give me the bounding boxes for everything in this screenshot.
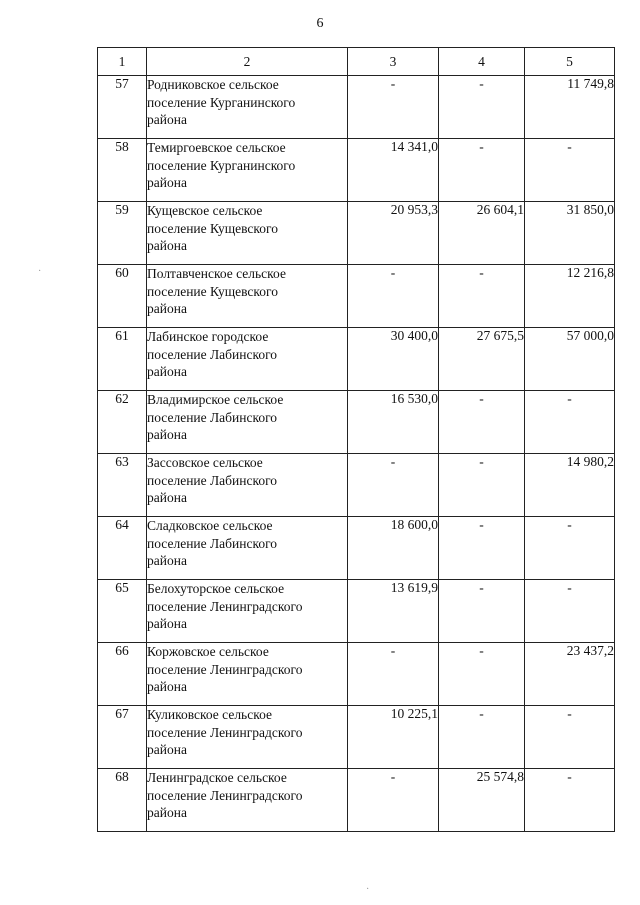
settlement-name [147,76,348,139]
value-col-5: 31 850,0 [525,202,615,265]
table-row [98,706,615,769]
value-col-3: 30 400,0 [348,328,439,391]
row-number: 63 [98,454,147,517]
settlement-name-line: Белохуторское сельское [147,581,285,596]
value-col-3: - [348,454,439,517]
table-row [98,580,615,643]
row-number: 65 [98,580,147,643]
settlement-name-line: района [147,553,187,568]
value-col-5: 12 216,8 [525,265,615,328]
settlement-name-line: поселение Ленинградского [147,598,303,614]
value-col-5: - [525,391,615,454]
value-col-4: - [439,139,525,202]
table-row [98,454,615,517]
settlement-name [147,139,348,202]
value-col-5: 57 000,0 [525,328,615,391]
row-number: 68 [98,769,147,832]
table-row [98,391,615,454]
settlement-name [147,328,348,391]
settlement-name-line: поселение Лабинского [147,535,278,551]
settlement-name-line: района [147,742,187,757]
value-col-4: - [439,643,525,706]
value-col-4: - [439,76,525,139]
row-number: 60 [98,265,147,328]
row-number: 66 [98,643,147,706]
settlement-name-line: района [147,112,187,127]
settlement-name-line: поселение Ленинградского [147,661,303,677]
settlement-name-line: района [147,301,187,316]
value-col-3: 10 225,1 [348,706,439,769]
settlement-name [147,643,348,706]
table-row [98,202,615,265]
settlement-name-line: поселение Лабинского [147,346,278,362]
settlement-name-line: района [147,175,187,190]
page-number: 6 [316,16,324,31]
budget-table [97,47,615,832]
settlement-name [147,769,348,832]
settlement-name-line: поселение Лабинского [147,472,278,488]
table-row [98,76,615,139]
header-col-3: 3 [348,48,439,76]
settlement-name-line: Коржовское сельское [147,644,269,659]
header-col-1: 1 [98,48,147,76]
value-col-3: 18 600,0 [348,517,439,580]
settlement-name [147,517,348,580]
value-col-5: - [525,769,615,832]
table-row [98,139,615,202]
scan-mark: · [38,266,42,277]
header-col-5: 5 [525,48,615,76]
value-col-4: 25 574,8 [439,769,525,832]
settlement-name-line: Родниковское сельское [147,77,279,92]
settlement-name-line: поселение Курганинского [147,157,296,173]
settlement-name-line: района [147,679,187,694]
settlement-name-line: района [147,490,187,505]
row-number: 58 [98,139,147,202]
value-col-3: - [348,76,439,139]
settlement-name-line: Сладковское сельское [147,518,273,533]
value-col-4: 26 604,1 [439,202,525,265]
settlement-name-line: поселение Курганинского [147,94,296,110]
value-col-3: - [348,643,439,706]
table-row [98,328,615,391]
value-col-4: - [439,454,525,517]
value-col-5: - [525,580,615,643]
settlement-name-line: района [147,805,187,820]
settlement-name-line: Куликовское сельское [147,707,272,722]
settlement-name-line: поселение Лабинского [147,409,278,425]
settlement-name [147,391,348,454]
header-col-2: 2 [147,48,348,76]
settlement-name-line: Ленинградское сельское [147,770,287,785]
settlement-name-line: поселение Кущевского [147,283,278,299]
table-row [98,265,615,328]
table-row [98,769,615,832]
settlement-name-line: района [147,616,187,631]
settlement-name-line: Владимирское сельское [147,392,284,407]
value-col-5: - [525,139,615,202]
settlement-name [147,202,348,265]
settlement-name [147,706,348,769]
value-col-5: - [525,706,615,769]
table-row [98,517,615,580]
settlement-name-line: района [147,364,187,379]
settlement-name-line: района [147,238,187,253]
settlement-name-line: поселение Ленинградского [147,787,303,803]
row-number: 64 [98,517,147,580]
settlement-name-line: поселение Ленинградского [147,724,303,740]
row-number: 62 [98,391,147,454]
value-col-3: 16 530,0 [348,391,439,454]
settlement-name-line: Полтавченское сельское [147,266,286,281]
value-col-5: 23 437,2 [525,643,615,706]
value-col-3: - [348,769,439,832]
value-col-4: - [439,580,525,643]
header-col-4: 4 [439,48,525,76]
value-col-4: - [439,517,525,580]
row-number: 59 [98,202,147,265]
settlement-name-line: Лабинское городское [147,329,269,344]
value-col-3: 13 619,9 [348,580,439,643]
row-number: 57 [98,76,147,139]
table-body [98,48,615,832]
value-col-4: - [439,391,525,454]
value-col-3: - [348,265,439,328]
settlement-name-line: поселение Кущевского [147,220,278,236]
table-row [98,643,615,706]
settlement-name [147,580,348,643]
row-number: 67 [98,706,147,769]
table-header-row [98,48,615,76]
settlement-name [147,265,348,328]
scan-mark: · [366,884,370,895]
value-col-4: 27 675,5 [439,328,525,391]
settlement-name-line: Кущевское сельское [147,203,263,218]
settlement-name-line: района [147,427,187,442]
value-col-5: 11 749,8 [525,76,615,139]
value-col-5: 14 980,2 [525,454,615,517]
value-col-4: - [439,706,525,769]
value-col-3: 14 341,0 [348,139,439,202]
value-col-3: 20 953,3 [348,202,439,265]
row-number: 61 [98,328,147,391]
settlement-name-line: Зассовское сельское [147,455,263,470]
settlement-name [147,454,348,517]
settlement-name-line: Темиргоевское сельское [147,140,286,155]
value-col-4: - [439,265,525,328]
value-col-5: - [525,517,615,580]
